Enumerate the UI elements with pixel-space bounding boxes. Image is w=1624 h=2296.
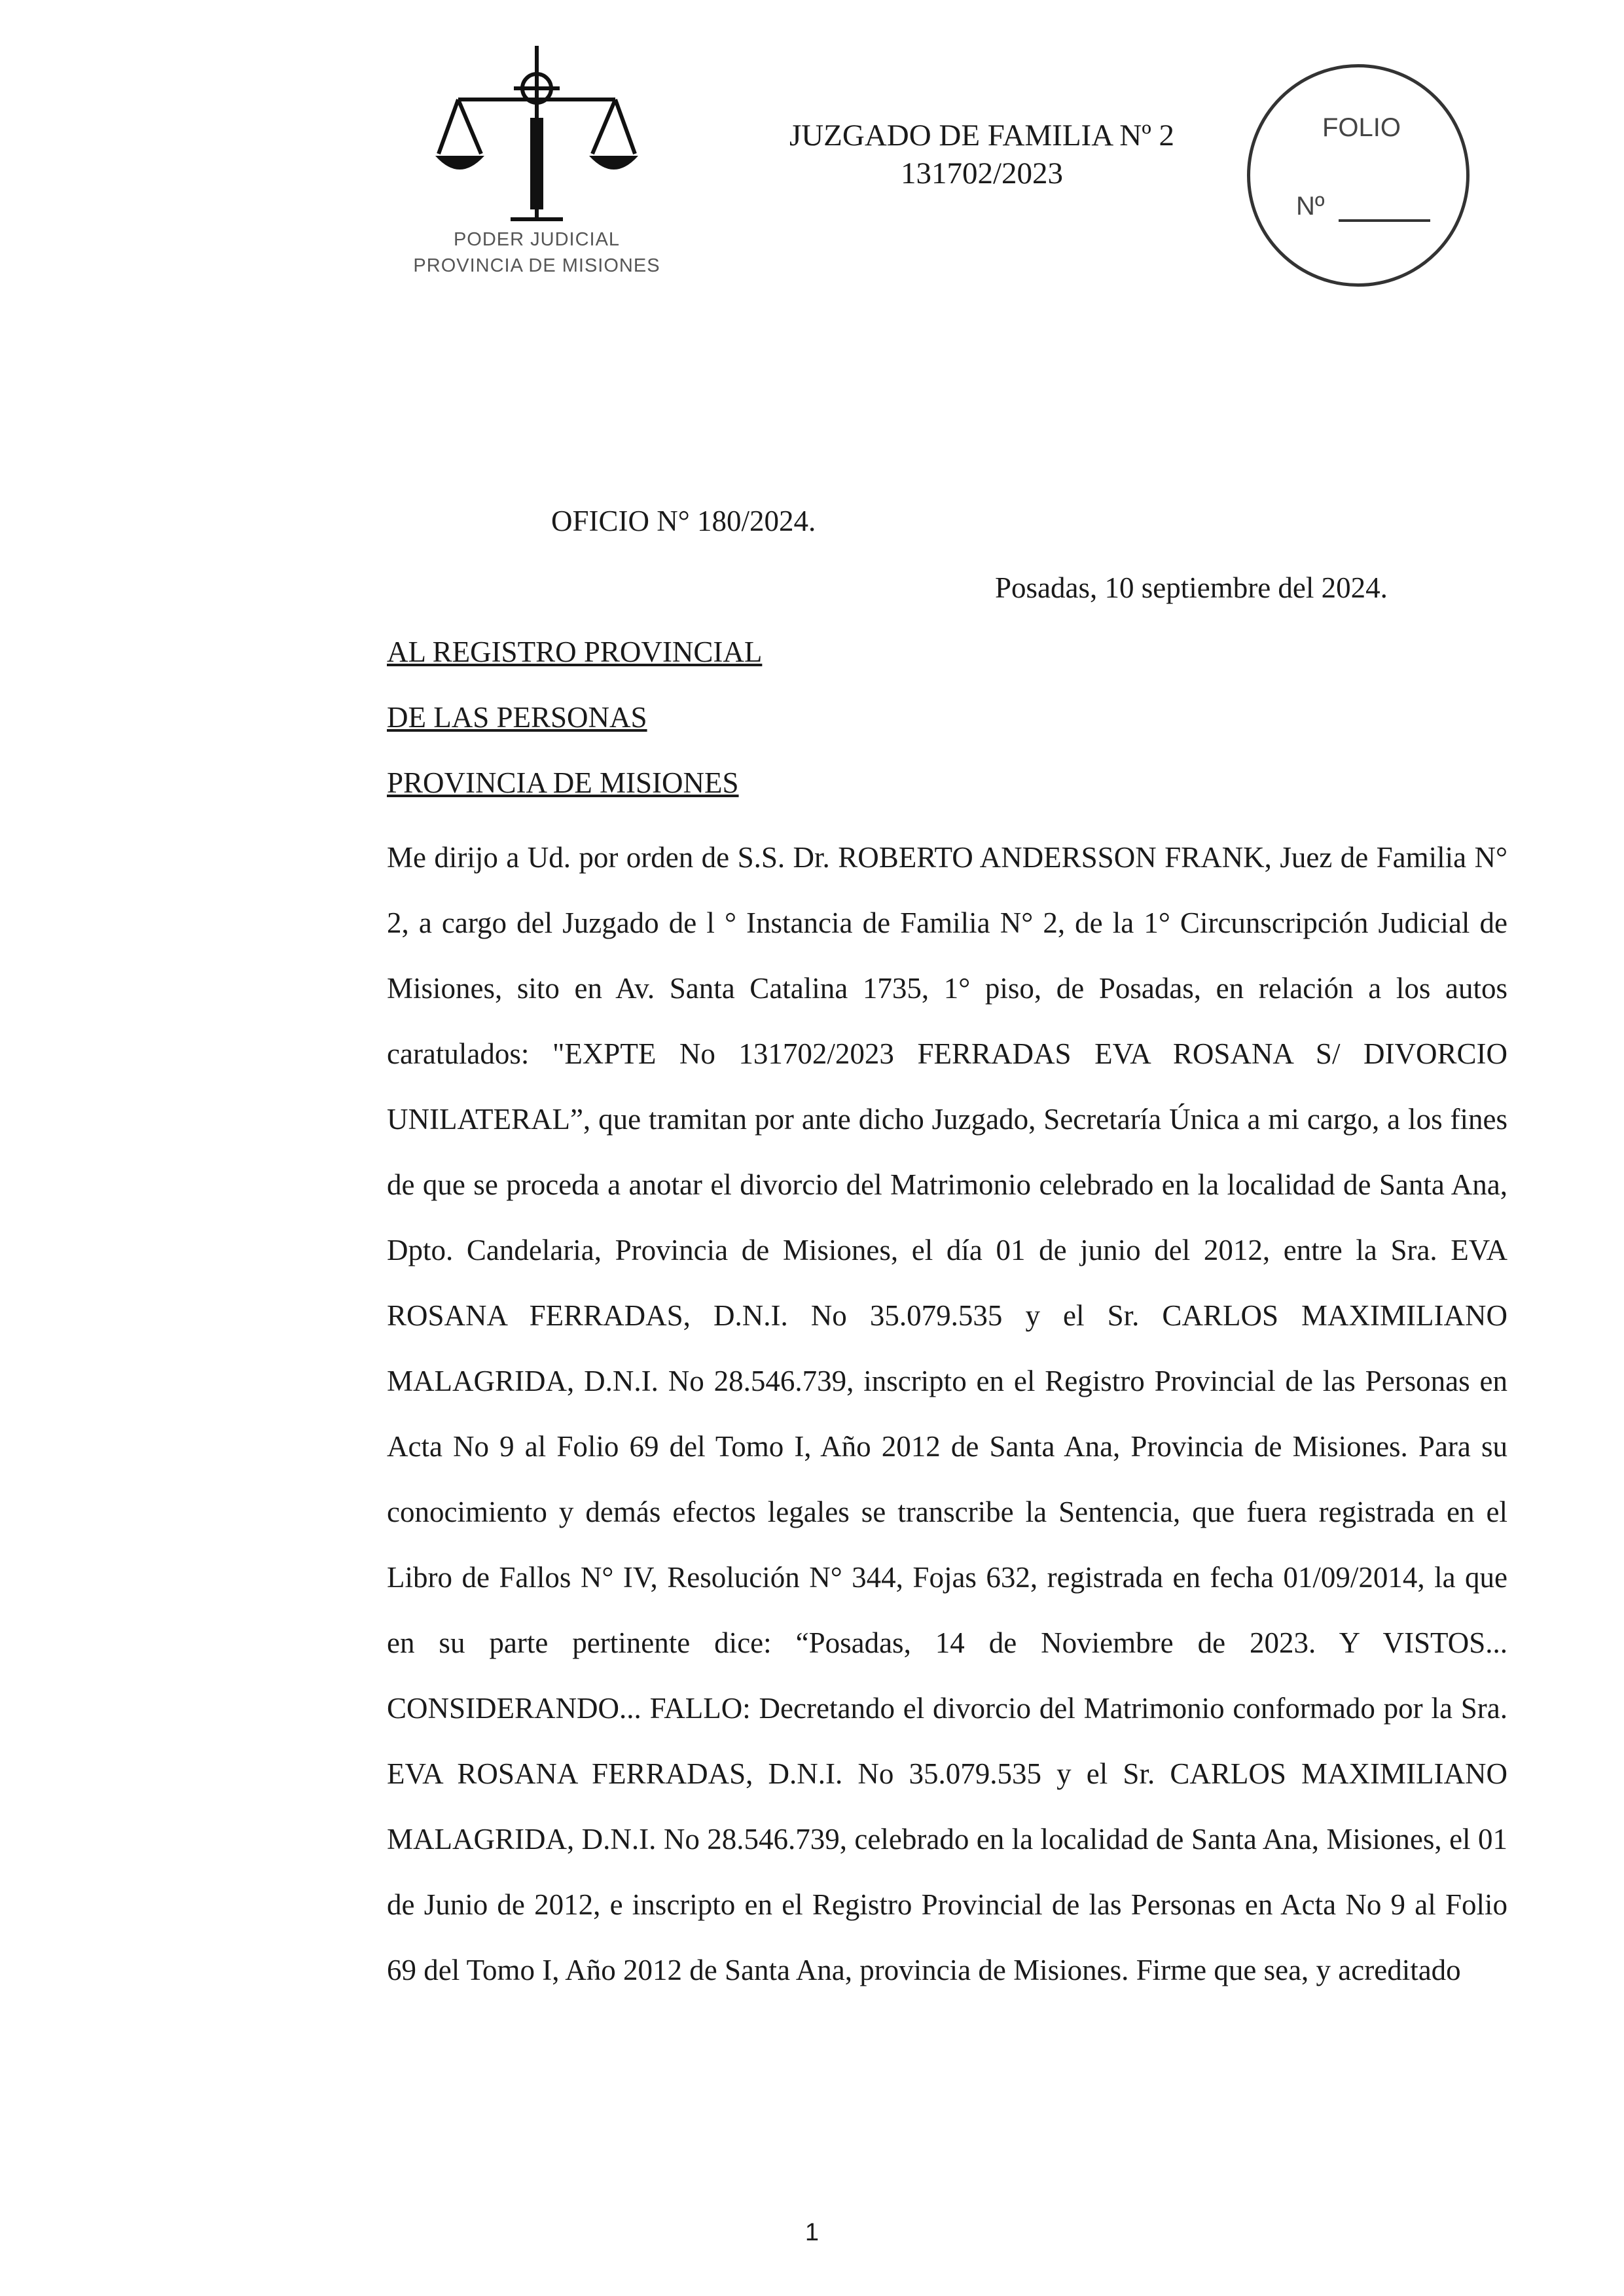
- recipient-line-2: DE LAS PERSONAS: [387, 701, 647, 734]
- folio-number-blank: [1339, 219, 1430, 222]
- scales-of-justice-icon: [432, 39, 641, 229]
- document-date: Posadas, 10 septiembre del 2024.: [995, 571, 1388, 604]
- recipient-line-1: AL REGISTRO PROVINCIAL: [387, 636, 763, 668]
- page-number: 1: [804, 2219, 820, 2246]
- case-number: 131702/2023: [900, 156, 1064, 190]
- folio-number-label: Nº: [1296, 192, 1325, 221]
- oficio-number: OFICIO N° 180/2024.: [551, 505, 816, 537]
- court-name: JUZGADO DE FAMILIA Nº 2: [789, 118, 1175, 152]
- logo-line-1: PODER JUDICIAL: [453, 229, 621, 250]
- folio-label: FOLIO: [1322, 113, 1401, 142]
- recipient-line-3: PROVINCIA DE MISIONES: [387, 766, 739, 799]
- court-logo: [393, 39, 694, 301]
- folio-stamp: [1247, 64, 1470, 287]
- body-paragraph: Me dirijo a Ud. por orden de S.S. Dr. ROBERTO ANDERSSON FRANK, Juez de Familia N° 2, a cargo del Juzgado de l ° Instancia de Familia N° 2, de la 1° Circunscripción Judicial de Misiones, sito en Av. Santa Catalina 1735, 1° piso, de Posadas, en relación a los autos caratulados: "EXPTE No 131702/2023 FERRADAS EVA ROSANA S/ DIVORCIO UNILATERAL”, que tramitan por ante dicho Juzgado, Secretaría Única a mi cargo, a los fines de que se proceda a anotar el divorcio del Matrimonio celebrado en la localidad de Santa Ana, Dpto. Candelaria, Provincia de Misiones, el día 01 de junio del 2012, entre la Sra. EVA ROSANA FERRADAS, D.N.I. No 35.079.535 y el Sr. CARLOS MAXIMILIANO MALAGRIDA, D.N.I. No 28.546.739, inscripto en el Registro Provincial de las Personas en Acta No 9 al Folio 69 del Tomo I, Año 2012 de Santa Ana, Provincia de Misiones. Para su conocimiento y demás efectos legales se transcribe la Sentencia, que fuera registrada en el Libro de Fallos N° IV, Resolución N° 344, Fojas 632, registrada en fecha 01/09/2014, la que en su parte pertinente dice: “Posadas, 14 de Noviembre de 2023. Y VISTOS... CONSIDERANDO... FALLO: Decretando el divorcio del Matrimonio conformado por la Sra. EVA ROSANA FERRADAS, D.N.I. No 35.079.535 y el Sr. CARLOS MAXIMILIANO MALAGRIDA, D.N.I. No 28.546.739, celebrado en la localidad de Santa Ana, Misiones, el 01 de Junio de 2012, e inscripto en el Registro Provincial de las Personas en Acta No 9 al Folio 69 del Tomo I, Año 2012 de Santa Ana, provincia de Misiones. Firme que sea, y acreditado: [387, 841, 1507, 1986]
- logo-line-2: PROVINCIA DE MISIONES: [413, 255, 660, 276]
- court-header: [687, 117, 1276, 192]
